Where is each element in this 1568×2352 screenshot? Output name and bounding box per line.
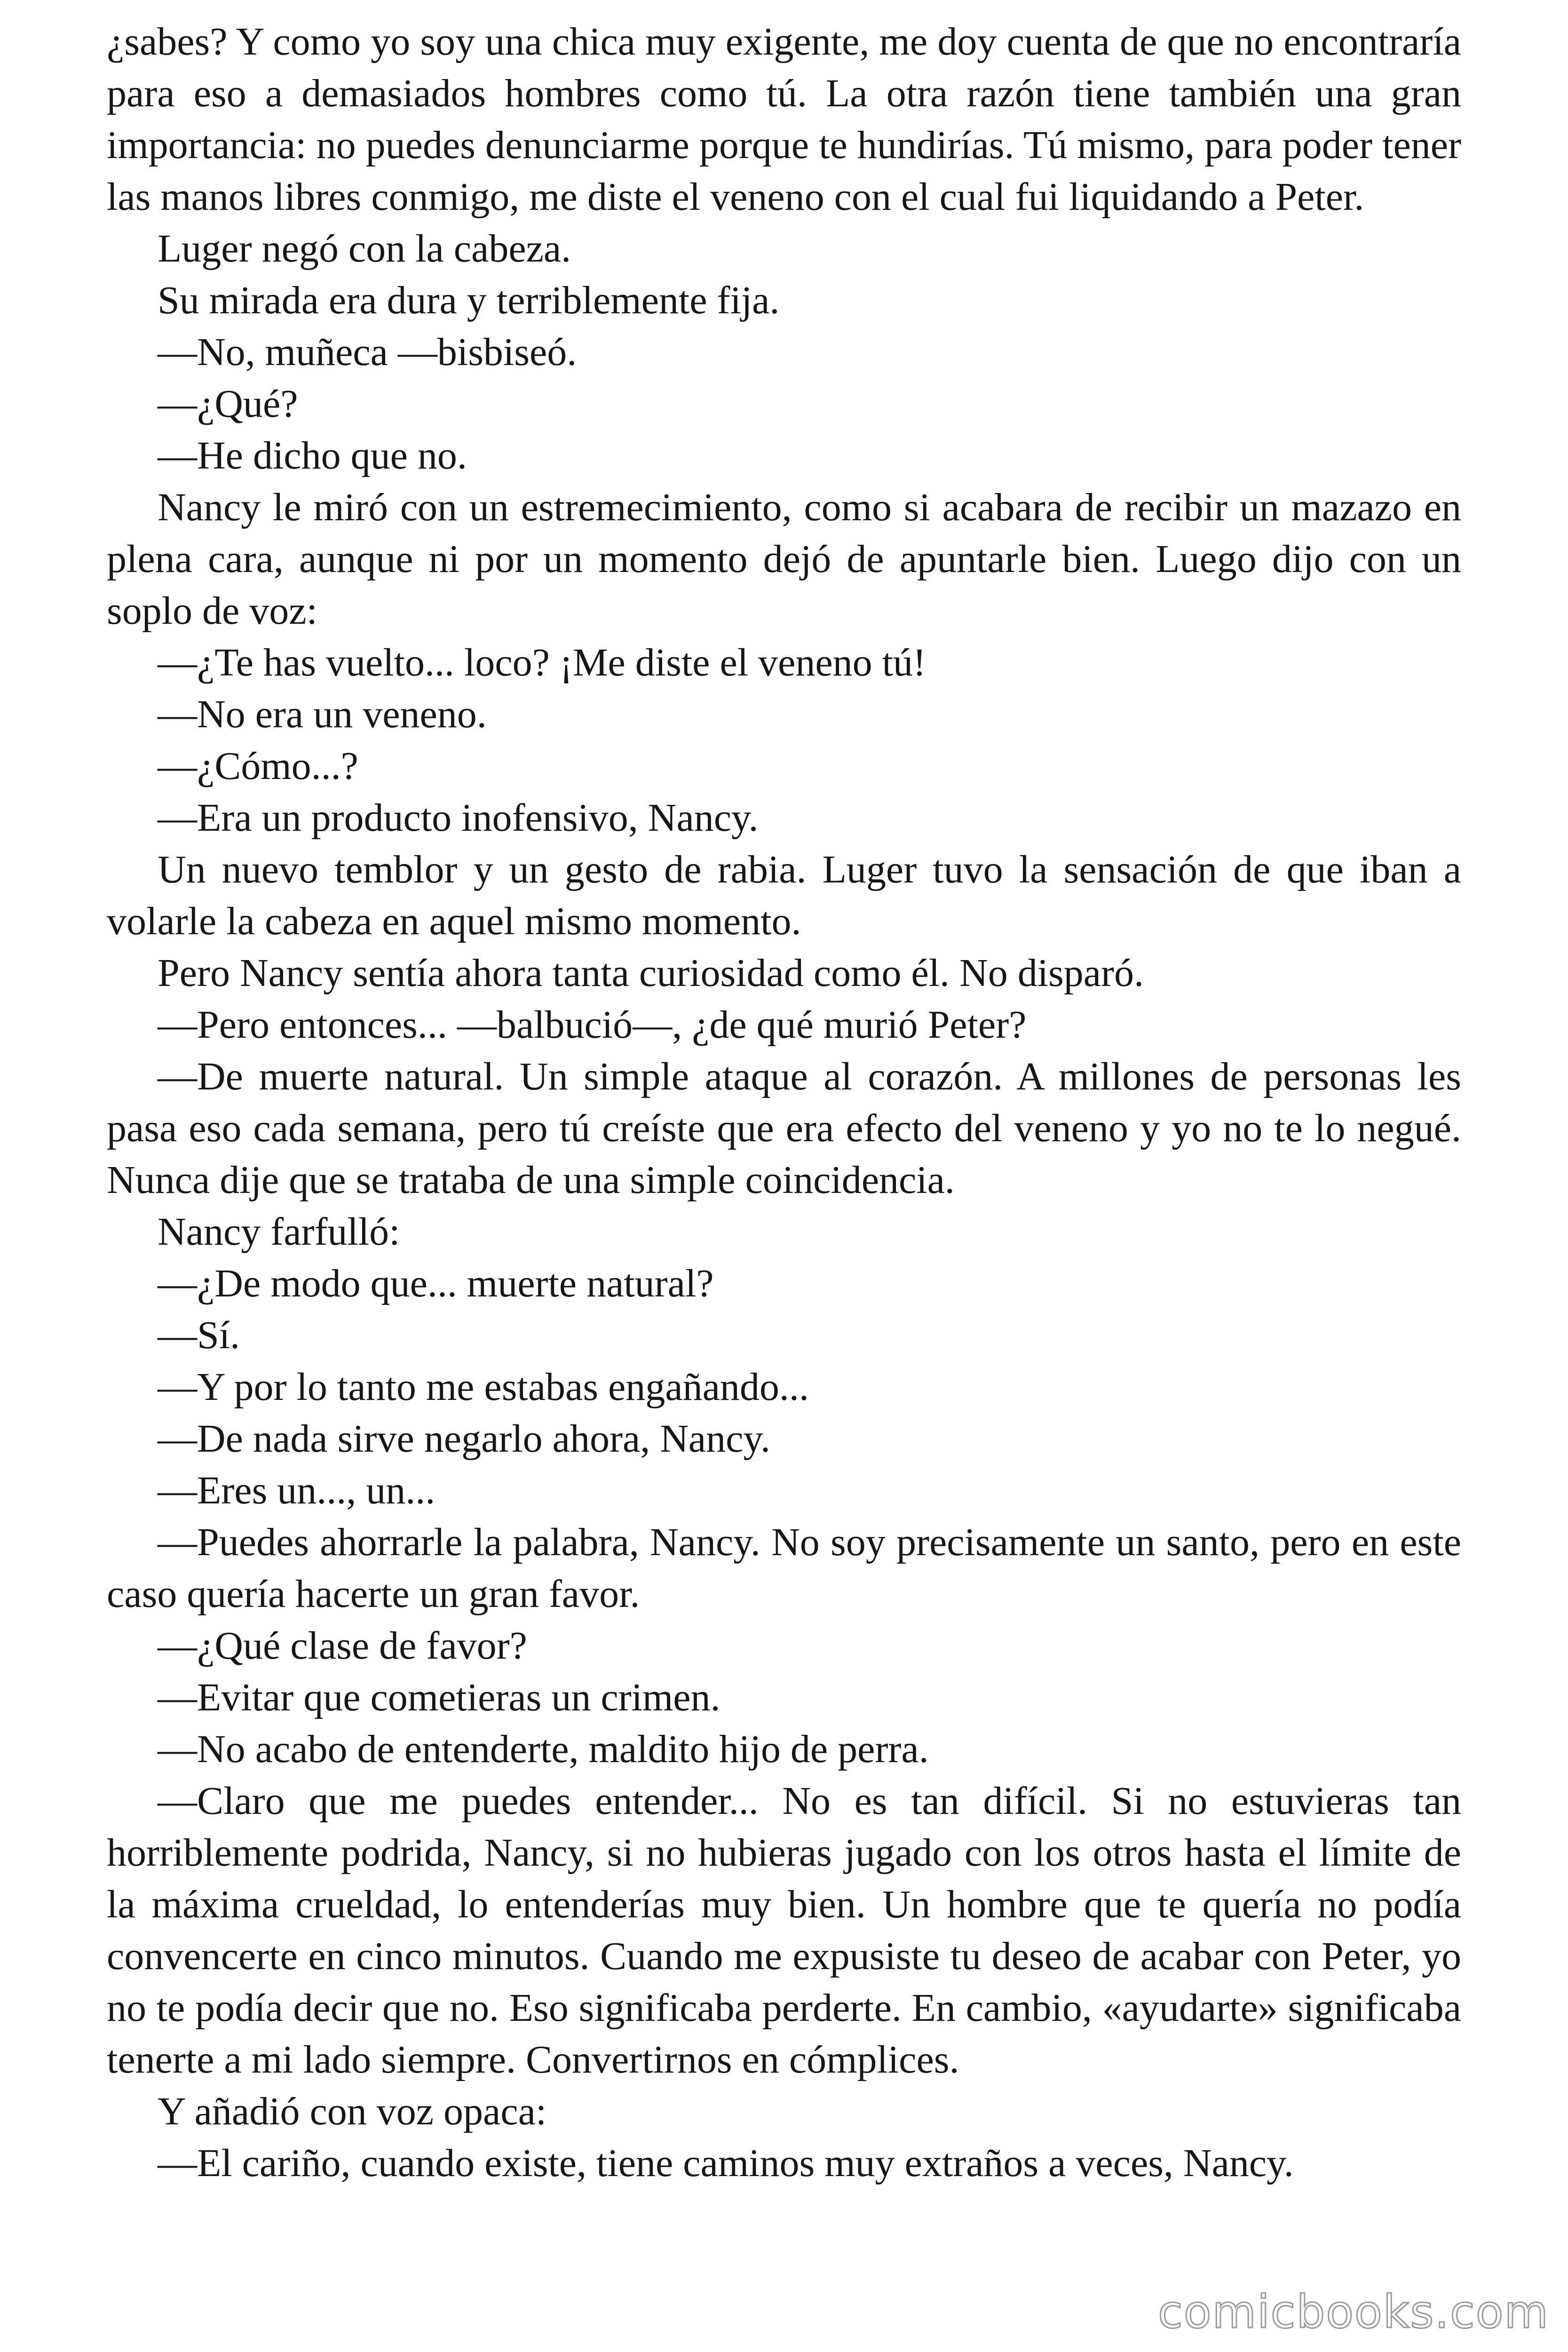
page-text — [107, 16, 1461, 2189]
paragraph-8: —¿Te has vuelto... loco? ¡Me diste el veneno tú! — [158, 641, 926, 684]
paragraph-16: Nancy farfulló: — [158, 1210, 400, 1254]
paragraph-24: —Evitar que cometieras un crimen. — [158, 1676, 721, 1719]
paragraph-11: —Era un producto inofensivo, Nancy. — [158, 796, 759, 840]
paragraph-14: —Pero entonces... —balbució—, ¿de qué murió Peter? — [158, 1003, 1027, 1047]
paragraph-22: —Puedes ahorrarle la palabra, Nancy. No soy precisamente un santo, pero en este caso quería hacerte un gran favor. — [107, 1520, 1461, 1616]
paragraph-6: —He dicho que no. — [158, 434, 467, 477]
paragraph-13: Pero Nancy sentía ahora tanta curiosidad como él. No disparó. — [158, 951, 1144, 995]
paragraph-4: —No, muñeca —bisbiseó. — [158, 330, 577, 374]
paragraph-17: —¿De modo que... muerte natural? — [158, 1262, 714, 1305]
paragraph-2: Luger negó con la cabeza. — [158, 227, 571, 270]
paragraph-27: Y añadió con voz opaca: — [158, 2090, 547, 2133]
paragraph-23: —¿Qué clase de favor? — [158, 1624, 527, 1668]
paragraph-1: ¿sabes? Y como yo soy una chica muy exigente, me doy cuenta de que no encontraría para eso a demasiados hombres como tú. La otra razón tiene también una gran importancia: no puedes denunciarme porque te hundirías. Tú mismo, para poder tener las manos libres conmigo, me diste el veneno con el cual fui liquidando a Peter. — [107, 20, 1461, 219]
paragraph-20: —De nada sirve negarlo ahora, Nancy. — [158, 1417, 770, 1461]
paragraph-12: Un nuevo temblor y un gesto de rabia. Luger tuvo la sensación de que iban a volarle la cabeza en aquel mismo momento. — [107, 848, 1461, 943]
paragraph-21: —Eres un..., un... — [158, 1469, 436, 1512]
paragraph-18: —Sí. — [158, 1313, 240, 1357]
paragraph-28: —El cariño, cuando existe, tiene caminos muy extraños a veces, Nancy. — [158, 2141, 1294, 2185]
paragraph-9: —No era un veneno. — [158, 692, 487, 736]
paragraph-19: —Y por lo tanto me estabas engañando... — [158, 1365, 809, 1409]
paragraph-15: —De muerte natural. Un simple ataque al corazón. A millones de personas les pasa eso cada semana, pero tú creíste que era efecto del veneno y yo no te lo negué. Nunca dije que se trataba de una simple coincidencia. — [107, 1055, 1461, 1202]
watermark: comicbooks.com — [1157, 2286, 1549, 2338]
paragraph-26: —Claro que me puedes entender... No es tan difícil. Si no estuvieras tan horriblemente podrida, Nancy, si no hubieras jugado con los otros hasta el límite de la máxima crueldad, lo entenderías muy bien. Un hombre que te quería no podía convencerte en cinco minutos. Cuando me expusiste tu deseo de acabar con Peter, yo no te podía decir que no. Eso significaba perderte. En cambio, «ayudarte» significaba tenerte a mi lado siempre. Convertirnos en cómplices. — [107, 1779, 1461, 2082]
paragraph-25: —No acabo de entenderte, maldito hijo de perra. — [158, 1727, 929, 1771]
paragraph-10: —¿Cómo...? — [158, 744, 358, 788]
paragraph-3: Su mirada era dura y terriblemente fija. — [158, 278, 780, 322]
paragraph-5: —¿Qué? — [158, 382, 298, 426]
paragraph-7: Nancy le miró con un estremecimiento, como si acabara de recibir un mazazo en plena cara, aunque ni por un momento dejó de apuntarle bien. Luego dijo con un soplo de voz: — [107, 485, 1461, 633]
